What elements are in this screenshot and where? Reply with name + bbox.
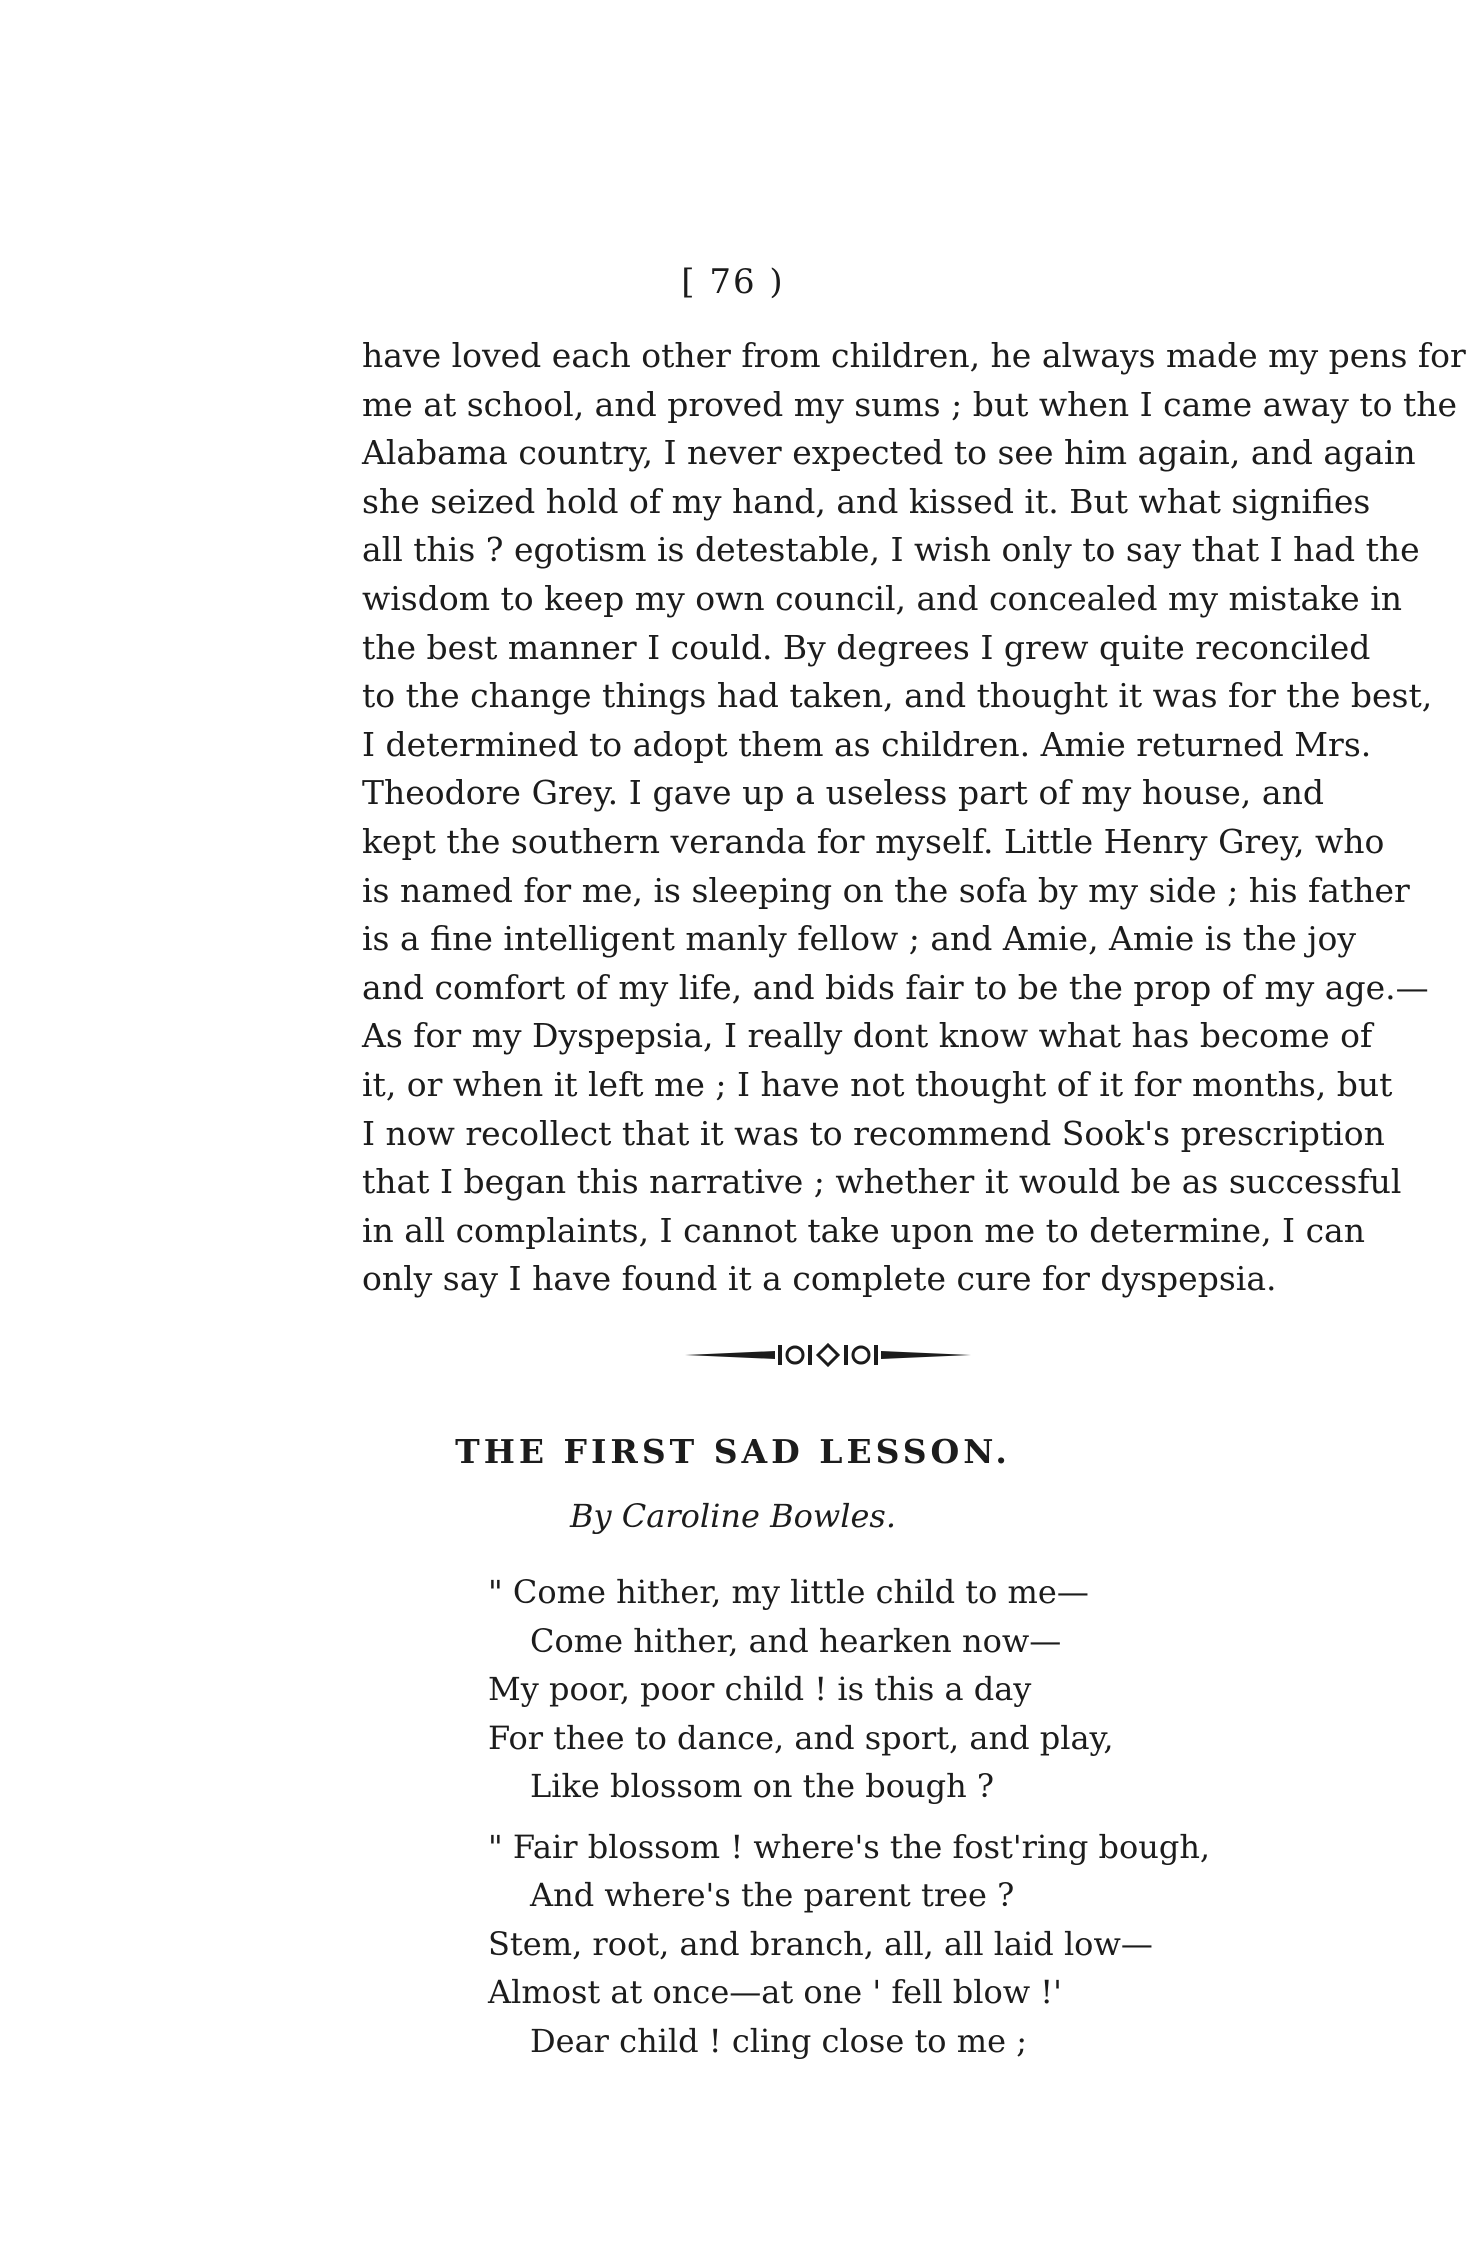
poem-line: " Fair blossom ! where's the fost'ring bough, [488,1827,1211,1866]
prose-line: I now recollect that it was to recommend Sook's prescription [362,1113,1385,1153]
prose-line: that I began this narrative ; whether it would be as successful [362,1162,1402,1202]
prose-line: the best manner I could. By degrees I grew quite reconciled [362,627,1371,667]
poem-stanza [488,1568,1308,1811]
prose-line: in all complaints, I cannot take upon me to determine, I can [362,1210,1365,1250]
prose-line: only say I have found it a complete cure for dyspepsia. [362,1259,1277,1299]
poem-line: Stem, root, and branch, all, all laid low— [488,1924,1153,1963]
prose-line: wisdom to keep my own council, and concealed my mistake in [362,578,1402,618]
prose-line: is named for me, is sleeping on the sofa by my side ; his father [362,870,1410,910]
prose-line: kept the southern veranda for myself. Little Henry Grey, who [362,821,1385,861]
poem-line: Dear child ! cling close to me ; [530,2021,1027,2060]
poem-title: THE FIRST SAD LESSON. [455,1432,1011,1471]
prose-line: me at school, and proved my sums ; but when I came away to the [362,384,1457,424]
poem-line: Almost at once—at one ' fell blow !' [488,1973,1062,2011]
prose-line: it, or when it left me ; I have not thought of it for months, but [362,1064,1393,1104]
page-number: [ 76 ) [681,262,785,302]
prose-line: I determined to adopt them as children. Amie returned Mrs. [362,724,1372,764]
prose-line: have loved each other from children, he always made my pens for [362,336,1466,375]
poem-stanza [488,1823,1308,2066]
poem-line: " Come hither, my little child to me— [488,1573,1089,1611]
prose-line: As for my Dyspepsia, I really dont know what has become of [362,1016,1373,1056]
prose-line: all this ? egotism is detestable, I wish only to say that I had the [362,530,1420,570]
prose-line: Theodore Grey. I gave up a useless part of my house, and [362,773,1324,813]
prose-line: Alabama country, I never expected to see him again, and again [362,433,1416,473]
poem-line: Come hither, and hearken now— [530,1621,1062,1660]
poem-line: Like blossom on the bough ? [530,1767,994,1805]
prose-line: she seized hold of my hand, and kissed it. But what signifies [362,481,1371,521]
poem-line: For thee to dance, and sport, and play, [488,1718,1114,1757]
poem-line: My poor, poor child ! is this a day [488,1670,1032,1708]
poem-body [488,1568,1308,2065]
poem-line: And where's the parent tree ? [530,1876,1015,1914]
ornamental-divider [683,1340,973,1370]
prose-line: to the change things had taken, and thought it was for the best, [362,676,1433,716]
prose-paragraph [362,332,1466,1304]
prose-line: is a fine intelligent manly fellow ; and Amie, Amie is the joy [362,919,1356,959]
prose-line: and comfort of my life, and bids fair to be the prop of my age.— [362,967,1429,1007]
poem-byline: By Caroline Bowles. [569,1497,896,1535]
